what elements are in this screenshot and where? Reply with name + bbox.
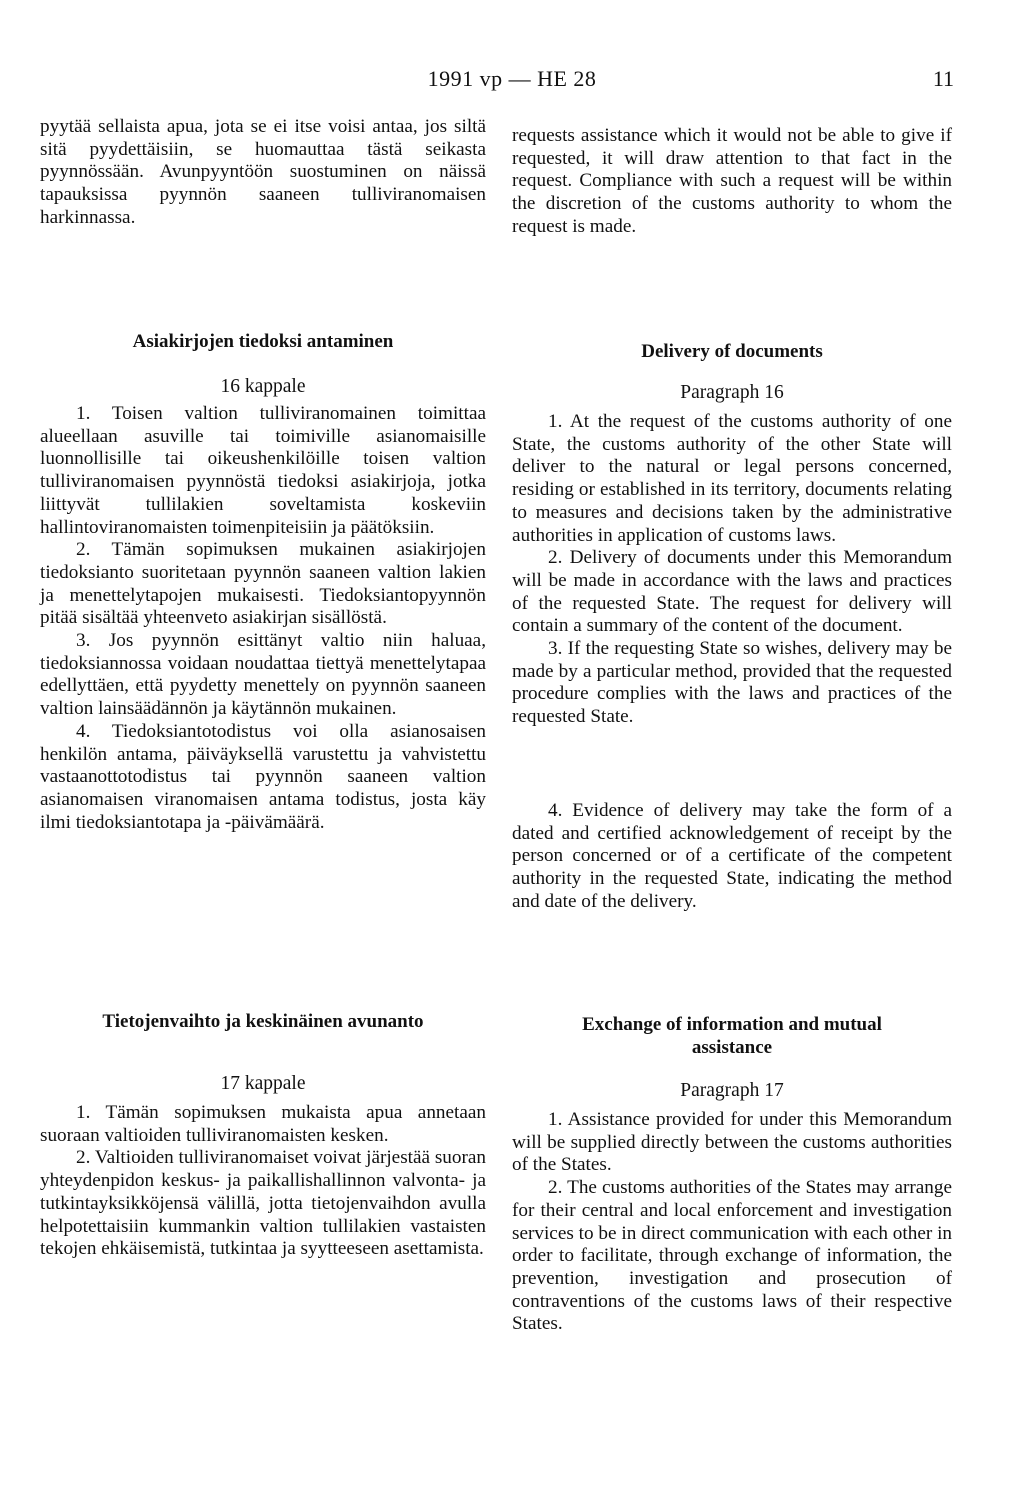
- section17-en-heading: Exchange of information and mutual assistance: [582, 1014, 882, 1058]
- section16-en-item-1: 1. At the request of the customs authority of one State, the customs authority of the other State will deliver to the natural or legal persons concerned, residing or established in its territory, documents relating to measures and decisions taken by the administrative authorities in application of customs laws.: [512, 411, 952, 546]
- header-title: 1991 vp — HE 28: [427, 66, 597, 91]
- section17-fi-item-1: 1. Tämän sopimuksen mukaista apua annetaan suoraan valtioiden tulliviranomaisten kesken.: [40, 1102, 486, 1146]
- section17-fi-paragraph-label: 17 kappale: [220, 1073, 306, 1094]
- intro-finnish: [40, 116, 486, 230]
- section17-en-item-1: 1. Assistance provided for under this Memorandum will be supplied directly between the customs authorities of the States.: [512, 1109, 952, 1176]
- intro-en-text: requests assistance which it would not be able to give if requested, it will draw attention to that fact in the request. Compliance with such a request will be within the discretion of the customs authority to whom the request is made.: [512, 125, 952, 237]
- section16-fi-paragraph-label: 16 kappale: [220, 376, 306, 397]
- section17-en-body: [512, 1109, 952, 1336]
- section16-en-item-4: 4. Evidence of delivery may take the form of a dated and certified acknowledgement of receipt by the person concerned or of a certificate of the competent authority in the requested State, indicating the method and date of the delivery.: [512, 800, 952, 912]
- section17-fi-item-2: 2. Valtioiden tulliviranomaiset voivat järjestää suoran yhteydenpidon keskus- ja paikallishallinnon valvonta- ja tutkintayksikköjensä välillä, jotta tietojenvaihdon avulla helpotettaisiin kummankin valtion tullilakien vastaisten tekojen ehkäisemistä, tutkintaa ja syytteeseen asettamista.: [40, 1147, 486, 1260]
- section16-en-body: [512, 411, 952, 729]
- section16-en-paragraph-label: Paragraph 16: [680, 382, 784, 403]
- intro-english: [512, 125, 952, 239]
- section16-en-heading: Delivery of documents: [641, 341, 823, 362]
- section17-fi-heading: Tietojenvaihto ja keskinäinen avunanto: [102, 1011, 424, 1032]
- section16-en-item-3: 3. If the requesting State so wishes, delivery may be made by a particular method, provided that the requested procedure complies with the laws and practices of the requested State.: [512, 638, 952, 728]
- section16-fi-item-4: 4. Tiedoksiantotodistus voi olla asianosaisen henkilön antama, päiväyksellä varustettu ja vahvistettu vastaanottotodistus tai pyynnön saaneen valtion asianomaisen viranomaisen antama todistus, josta käy ilmi tiedoksiantotapa ja -päivämäärä.: [40, 720, 486, 833]
- section17-en-item-2: 2. The customs authorities of the States may arrange for their central and local enforcement and investigation services to be in direct communication with each other in order to facilitate, through exchange of information, the prevention, investigation and prosecution of contraventions of the customs laws of their respective States.: [512, 1177, 952, 1335]
- section16-fi-heading: Asiakirjojen tiedoksi antaminen: [132, 331, 394, 352]
- section16-en-item-2: 2. Delivery of documents under this Memorandum will be made in accordance with the laws and practices of the requested State. The request for delivery will contain a summary of the content of the document.: [512, 547, 952, 637]
- section17-en-paragraph-label: Paragraph 17: [680, 1080, 784, 1101]
- section16-fi-item-3: 3. Jos pyynnön esittänyt valtio niin haluaa, tiedoksiannossa voidaan noudattaa tiettyä menettelytapaa edellyttäen, että pyydetty menettely on pyynnön saaneen valtion lainsäädännön ja käytännön mukainen.: [40, 630, 486, 720]
- page-number: 11: [932, 66, 954, 91]
- section16-en-body-item4: [512, 800, 952, 914]
- section16-fi-item-1: 1. Toisen valtion tulliviranomainen toimittaa alueellaan asuville tai toimiville asianomaisille luonnollisille tai oikeushenkilöille toisen valtion tulliviranomaisen pyynnöstä tiedoksi asiakirjoja, jotka liittyvät tullilakien soveltamista koskeviin hallintoviranomaisten toimenpiteisiin ja päätöksiin.: [40, 403, 486, 538]
- section16-fi-body: [40, 403, 486, 834]
- section16-fi-item-2: 2. Tämän sopimuksen mukainen asiakirjojen tiedoksianto suoritetaan pyynnön saaneen valtion lakien ja menettelytapojen mukaisesti. Tiedoksiantopyynnön pitää sisältää yhteenveto asiakirjan sisällöstä.: [40, 539, 486, 629]
- section17-fi-body: [40, 1102, 486, 1261]
- intro-fi-text: pyytää sellaista apua, jota se ei itse voisi antaa, jos siltä sitä pyydettäisiin, se huomauttaa tästä seikasta pyynnössään. Avunpyyntöön suostuminen on näissä tapauksissa pyynnön saaneen tulliviranomaisen harkinnassa.: [40, 116, 486, 228]
